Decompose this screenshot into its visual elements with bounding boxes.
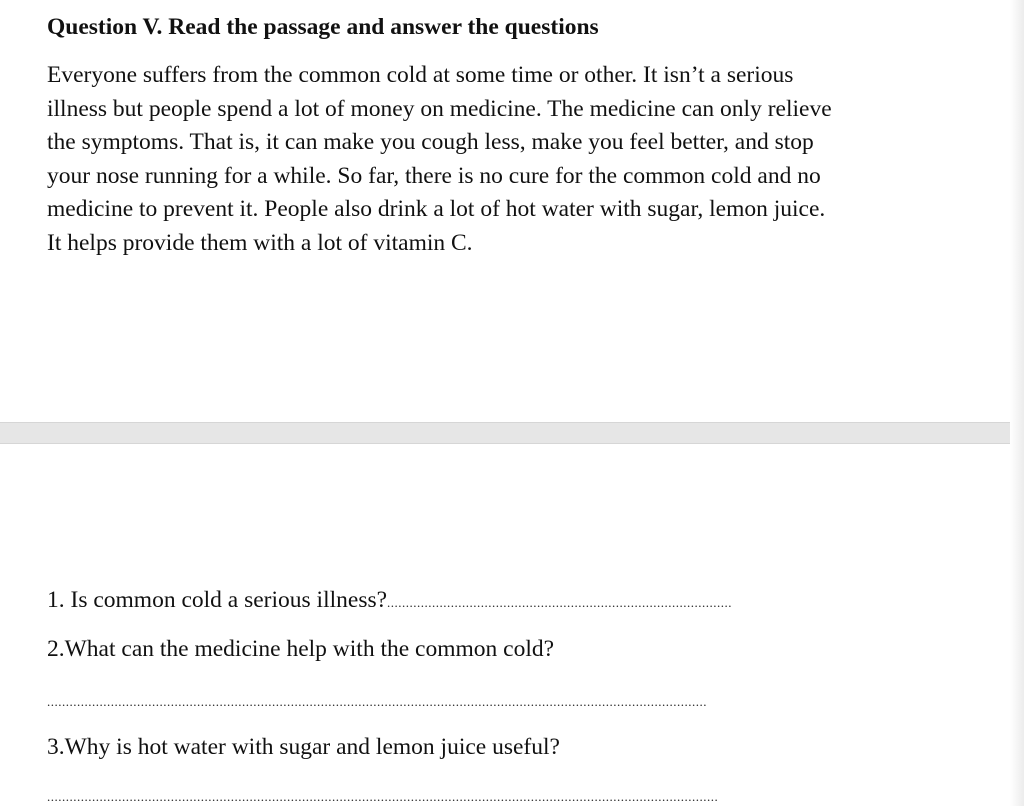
passage-line: the symptoms. That is, it can make you cough less, make you feel better, and stop [47,129,814,156]
question-1-text: 1. Is common cold a serious illness? [47,587,388,613]
question-3-answer-dots: ................................................................................................................................................................................... [47,789,719,804]
passage-line: It helps provide them with a lot of vitamin C. [47,229,473,256]
page-separator [0,422,1024,444]
question-2-answer-line [47,692,881,712]
passage-line: your nose running for a while. So far, there is no cure for the common cold and no [47,162,821,189]
question-2-text: 2.What can the medicine help with the common cold? [47,636,555,662]
question-title: Question V. Read the passage and answer the questions [47,14,599,40]
question-2-answer-dots: ................................................................................................................................................................................ [47,694,707,709]
passage-line: medicine to prevent it. People also drink a lot of hot water with sugar, lemon juice. [47,196,826,223]
passage-line: Everyone suffers from the common cold at some time or other. It isn’t a serious [47,62,794,88]
passage-line: illness but people spend a lot of money on medicine. The medicine can only relieve [47,95,832,122]
question-1 [47,585,732,618]
question-3-text: 3.Why is hot water with sugar and lemon juice useful? [47,734,560,760]
question-1-answer-line: ............................................................................................ [387,595,733,610]
reading-passage [47,59,962,261]
scroll-edge-shadow [1010,0,1024,806]
question-3-answer-line [47,787,915,807]
